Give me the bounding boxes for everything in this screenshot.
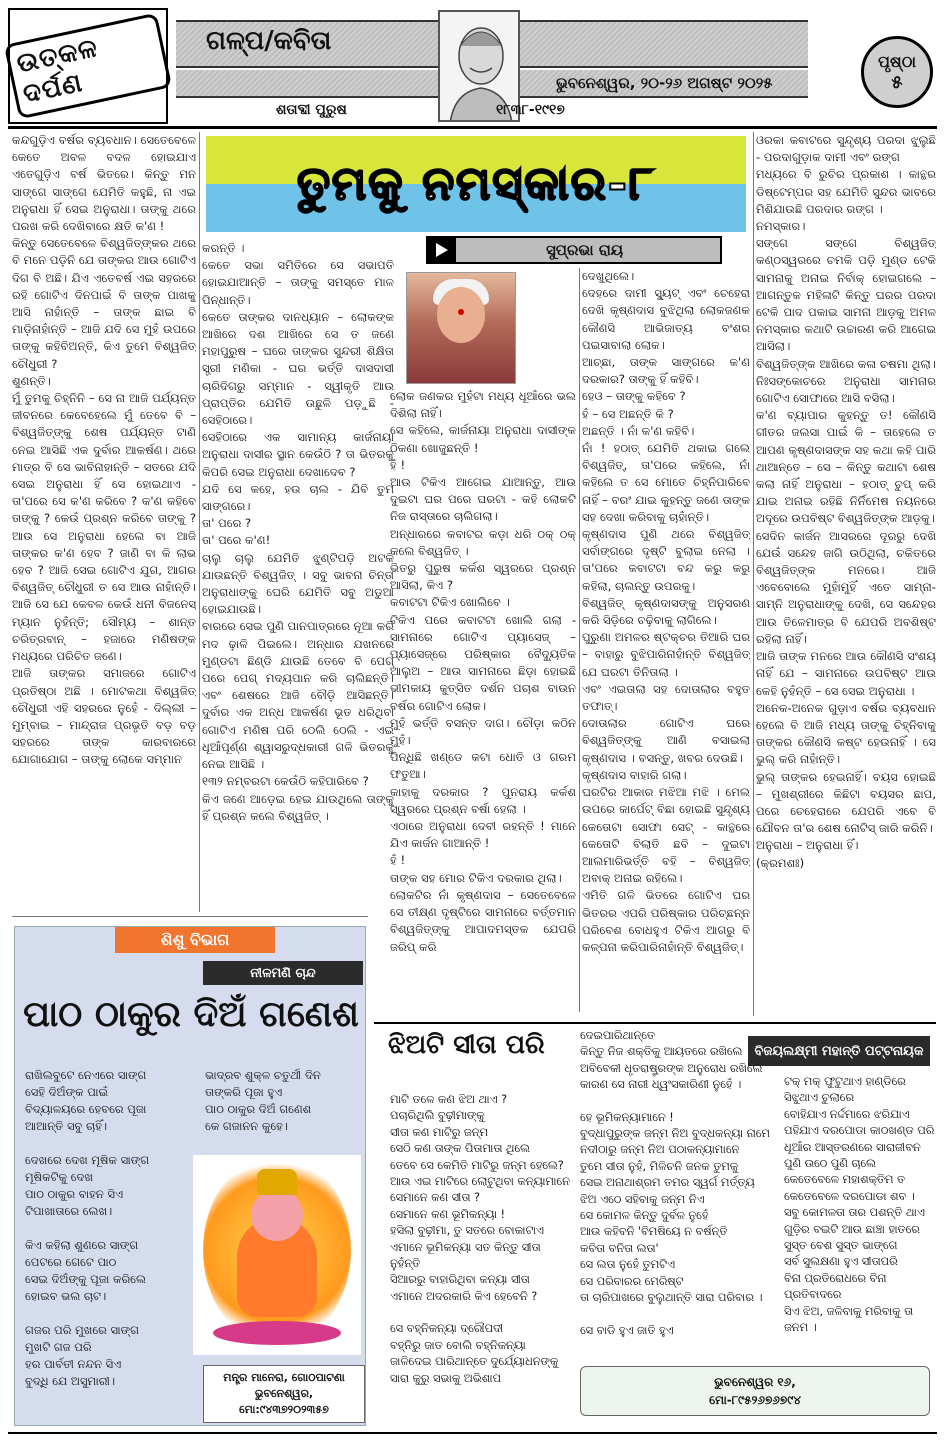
address-line: ମନ୍ତ୍ର ମାନେରା, ଗୋଠପାଟଣା xyxy=(223,1371,345,1384)
story-paragraph: କନ୍ଦଗୁଡ଼ିଏ ବର୍ଷର ବ୍ୟବଧାନ। ସେତେବେଳେ କେତେ ଅବଳ ବଦଳ ହୋଇଯାଏ ଏତେଗୁଡ଼ିଏ ବର୍ଷ ଭିତରେ। କିନ୍ତୁ ମନ ସାଙ୍ଗେ ସାଙ୍ଗେ ଯେମିତି କହୁଛି, ନା ଏଇ ଅନୁରାଧା ହିଁ ସେଇ ଅନୁରାଧା। ତାଙ୍କୁ ଥରେ ପରଖ କରି ଦେଖିବାରେ କ୍ଷତି କ'ଣ ! xyxy=(12,133,196,234)
kids-poem-right xyxy=(205,1067,365,1152)
poem-stanza: କିଏ କହିଲା ଶୁଣରେ ସାଙ୍ଗ ପେଟରେ ଗେଟେ ପାଠ ସେଇ ଦିଅଁଙ୍କୁ ପୂଜା କରିଲେ ହୋଇବ ଭଲ ଚାଟ। xyxy=(25,1238,146,1303)
story-paragraph: କେତେ ତାଙ୍କର ଦାନଧ୍ୟାନ – ଲୋକଙ୍କ ଆଖିରେ ଦଶ ଆଖିରେ ସେ ତ ଜଣେ ମହାପୁରୁଷ – ଘରେ ତାଙ୍କର ସୁନ୍ଦରୀ ଶିକ୍ଷିତା ସ୍ତ୍ରୀ ମଣିକା - ଘର ଭର୍ତ୍ତି ଦାସଦାସୀ ଚାରିଦିଗରୁ ସମ୍ମାନ - ସ୍ୱୀକୃତି ଆଉ ପ୍ରାପ୍ତିର ଯେମିତି ଉଛୁଳି ପଡ଼ୁଛି - ସେହିଠାରେ। xyxy=(202,309,394,428)
address-line: ଭୁବନେଶ୍ୱର, xyxy=(254,1387,314,1400)
story-paragraph: ଚାଲୁ ଚାଲୁ ଯେମିତି ଝୁଣ୍ଟିପଡ଼ି ଅଟକି ଯାଉଛନ୍ତି ବିଶ୍ୱଜିତ୍ । ସବୁ ଭାବନା ଚିନ୍ତା ଅନୁରାଧାଙ୍କୁ ଘେରି ଯେମିତି ସବୁ ଅଡୁଆ ହୋଇଯାଉଛି। xyxy=(202,550,394,617)
story-paragraph: ଭୁଲ୍ ତାଙ୍କର ହେଇନାହିଁ। ବୟସ ହୋଇଛି – ମୁଖଶ୍ରୀରେ କିଛିଟା ବୟସର ଛାପ, ପରେ ଚେହେରାରେ ଯେପରି ଏବେ ବି ଯୌବନ ତା'ର ଶେଷ ନୋଟିସ୍ ଜାରି କରିନି। xyxy=(756,769,936,836)
story-paragraph: କିନ୍ତୁ ସେତେବେଳେ ବିଶ୍ୱଜିତ୍‌ଙ୍କର ଥରେ ବି ମନେ ପଡ଼ିନି ଯେ ତାଙ୍କର ଆଉ ଗୋଟିଏ ଦିଗ ବି ଅଛି। ଯିଏ ଏତେବର୍ଷ ଏଇ ସହରରେ ରହି ଗୋଟିଏ ଦିନପାଇଁ ବି ତାଙ୍କ ପାଖକୁ ଆସି ନାହାଁନ୍ତି – ତାଙ୍କ ଛାଇ ବି ମାଡ଼ିନାହାଁନ୍ତି – ଆଜି ଯଦି ସେ ମୁହଁ ଉପରେ ତାଙ୍କୁ କହିବିଅନ୍ତି, କିଏ ତୁମେ ବିଶ୍ୱଜିତ୍ ଚୌଧୁରୀ ? xyxy=(12,236,196,371)
story-paragraph: ୧୩୨ ନମ୍ବରଟା କେଉଁଠି କହିପାରିବେ ? xyxy=(202,774,369,789)
poem2-column-3 xyxy=(784,1074,936,1364)
story-paragraph: ଶୁଣନ୍ତି। xyxy=(12,373,51,388)
kids-poem-title: ପାଠ ଠାକୁର ଦିଅଁ ଗଣେଶ xyxy=(23,993,359,1035)
page-label: ପୃଷ୍ଠା xyxy=(877,51,917,71)
story-paragraph: ଅନୁରାଧା – ଅନୁରାଧା ହିଁ। xyxy=(756,838,859,853)
story-paragraph: ଆଉ ଟିକିଏ ଆଗେଇ ଯାଆନ୍ତୁ, ଆଉ ଦୁଇଟା ଘର ପରେ ଘରଟା - କହି ଲୋକଟି ନିଜ ରାସ୍ତାରେ ଚାଲିଗଲା। xyxy=(390,475,576,524)
story-paragraph: ଅନେକ-ଅନେକ ଗୁଡ଼ାଏ ବର୍ଷର ବ୍ୟବଧାନ ହେଲେ ବି ଆଜି ମଧ୍ୟ ତାଙ୍କୁ ଚିହ୍ନିବାକୁ ତାଙ୍କର କୌଣସି କଷ୍ଟ ହେଉନାହିଁ । ସେ ଭୁଲ୍ କରି ନାହାଁନ୍ତି। xyxy=(756,700,936,767)
story-paragraph: ଓରକା କବାଟରେ ସୁନ୍ଦୃଶ୍ୟ ପରଦା ଝୁଲୁଛି - ପରଦାଗୁଡ଼ାକ ଦାମୀ ଏବଂ ରଙ୍ଗ xyxy=(756,133,936,165)
story-paragraph: ଦୋତାଲାର ଗୋଟିଏ ଘରେ ବିଶ୍ୱଜିତ୍‌ଙ୍କୁ ଆଣି ବସାଇଲା କୃଷ୍ଣଦାସ । ବସନ୍ତୁ, ଖବର ଦେଉଛି। xyxy=(582,716,750,765)
poem-stanza: ଟକ୍ ମକ୍ ଫୁଟୁଥାଏ ହାଣ୍ଡିରେ ସିଝୁଥାଏ ଚୁଲାରେ ବୋହିଯାଏ ନର୍ଦ୍ଦମାରେ ଝରିଯାଏ ପହିଯାଏ ଦରପୋଡା କାଠଖଣ୍ଡ ପରି ଧୂଆଁର ଆସ୍ତରଣରେ ସାରାଜୀବନ ପୁଣି ଉଠେ ପୁଣି ଚାଲେ କେତେବେଳେ ମହାଶକ୍ତିମ ତ କେତେବେଳେ ଦରପୋଡା ଶବ । ସବୁ କୋମଳତା ତାର ପଶନ୍ତି ଥାଏ ଗୁଡ଼ିର ବଇଟି ଆଉ ଛାଞ୍ଚା ହାତରେ ସୁସ୍ତ ବେଶ ସୁସ୍ତ ଭାଙ୍ଗେ ସର୍ବ ସୁଲକ୍ଷଣା ହୁଏ ସୀତାପରି ବିନା ପ୍ରତିରୋଧରେ ବିନା ପ୍ରତିବାଦରେ ସିଏ ଝିଅ, ଜଳିବାକୁ ମରିବାକୁ ତା ଜନମ । xyxy=(784,1075,935,1335)
centenary-years: ୧୮୩୮-୧୯୧୭ xyxy=(496,102,565,118)
story-paragraph: ଲୋକ ଜଣକର ମୁହଁଟା ମଧ୍ୟ ଧୂଆଁରେ ଭଲ ଦିଶିଲା ନାହିଁ। xyxy=(390,389,576,421)
issue-date: ଭୁବନେଶ୍ୱର, ୨୦-୨୬ ଅଗଷ୍ଟ ୨୦୨୫ xyxy=(556,74,773,92)
story-paragraph: ଅନ୍ଧାରରେ କବାଟର କଡ଼ା ଧରି ଠକ୍ ଠକ୍ କଲେ ବିଶ୍ୱଜିତ୍ । xyxy=(390,526,576,558)
story-paragraph: ଆଜି ତାଙ୍କ ମନରେ ଆଉ କୌଣସି ସଂଶୟ ନାହିଁ ଯେ – ସାମନାରେ ଉପବିଷ୍ଟ ଆଉ କେହି ନୁହଁନ୍ତି – ସେ ସେଇ ଅନୁରାଧା । xyxy=(756,649,936,698)
page-bottom-rule xyxy=(8,1432,937,1434)
story-paragraph: ଏବଂ ଏଇତାଲା ସହ ଦୋତାଲାର ବହୁତ ତଫାତ୍। xyxy=(582,681,750,714)
poem-stanza: ଦେଖରେ ଦେଖ ମୂଷିକ ସାଙ୍ଗ ମୂଷିକଟିକୁ ଦେଖ ପାଠ ଠାକୁର ବାହନ ସିଏ ଟିପାଖାତାରେ ଲେଖ। xyxy=(25,1153,150,1218)
story-paragraph: ଘରଟିର ଆକାର ମଝିଆ ମଝି । ମେଲ ଉପରେ କାର୍ପେଟ୍ ବିଛା ହୋଇଛି ସୁନ୍ଦୃଶ୍ୟ କେତୋଟା ସୋଫା ସେଟ୍ - କାନ୍ଥରେ କେତୋଟି ବିଲାତି ଛବି – ଦୁଇଟା ଆଲମାରିଭର୍ତ୍ତି ବହି – ବିଶ୍ୱଜିତ୍ ଅବାକ୍ ଅନାଇ ରହିଲେ। xyxy=(582,785,750,886)
story-paragraph: ଦେଖୁଥିଲେ। xyxy=(582,269,635,283)
newspaper-logo xyxy=(8,8,168,124)
logo-text: ଉତ୍କଳ ଦର୍ପଣ xyxy=(4,13,172,120)
story-paragraph: ପୁରୁଣା ଅମଳର ଷ୍ଟକ୍‌ଚର ତିଆରି ଘର – ବାହାରୁ ବୁଝିପାରିନାହାଁନ୍ତି ବିଶ୍ୱଜିତ୍ ଯେ ଘରଟା ତିନିତାଲା । xyxy=(582,630,750,679)
page-badge xyxy=(861,36,933,108)
children-section xyxy=(14,926,366,1426)
play-icon xyxy=(428,238,456,262)
story-column-3 xyxy=(390,388,576,994)
ganesha-image xyxy=(193,1155,361,1355)
story-paragraph: ବିଶ୍ୱଜିତ୍‌ଙ୍କ ଆଖିରେ କଳା ଚଷମା ଥିଲା। ନିଃସଙ୍କୋଚରେ ଅନୁରାଧା ସାମନାର ଗୋଟିଏ ସୋଫାରେ ଆସି ବସିଲା। xyxy=(756,356,936,406)
story-column-4 xyxy=(582,268,750,1012)
story-column-1 xyxy=(12,132,196,912)
story-paragraph: ଏମିତି ଗଳି ଭିତରେ ଗୋଟିଏ ଘର ଭିତରର ଏପରି ପରିଷ୍କାର ପରିଚ୍ଛନ୍ନ ପରିବେଶ ବୋଧହୁଏ ଟିକିଏ ଆଗରୁ ବି କଳ୍ପନା କରିପାରିନାହାଁନ୍ତି ବିଶ୍ୱଜିତ୍। xyxy=(582,888,750,954)
story-paragraph: ଅଛନ୍ତି । ନାଁ କ'ଣ କହିବି। xyxy=(582,423,695,438)
centenary-label: ଶତାବ୍ଦୀ ପୁରୁଷ xyxy=(276,102,347,118)
story-paragraph: ତା' ପରେ ? xyxy=(202,516,252,531)
masthead-rule xyxy=(8,126,937,129)
poem-stanza: ଦେଇପାରିଥାନ୍ତେ କିନ୍ତୁ ନିଜ ଶକ୍ତିକୁ ଆୟତରେ ରଖିଲେ ଅବିବେକୀ ଧୃତରାଷ୍ଟ୍ରଙ୍କ ଅନୁରୋଧ ରଖିଲେ କାରଣ ସେ ନାରୀ ଧ୍ୱଂସକାରିଣୀ ନୁହେଁ । xyxy=(580,1029,763,1092)
story-paragraph: ମୁଁ ତୁମକୁ ଚିହ୍ନିନି – ସେ ନା ଆଜି ପର୍ଯ୍ୟନ୍ତ ଜୀବନରେ କେବେହେଲେ ମୁଁ ତେବେ ବି – ବିଶ୍ୱଜିତ୍‌ଙ୍କୁ ଶେଷ ପର୍ଯ୍ୟନ୍ତ ଟାଣି ନେଇ ଆସିଛି ଏକ ଦୁର୍ବାର ଆକର୍ଷଣ। ଥରେ ମାତ୍ର ବି ସେ ଭାବିନାହାନ୍ତି – ସତରେ ଯଦି ସେଇ ଅନୁରାଧା ହିଁ ସେ ହୋଇଥାଏ - ତା'ପରେ ସେ କ'ଣ କରିବେ ? କ'ଣ କହିବେ ତାଙ୍କୁ ? କେଉଁ ପ୍ରଶ୍ନ କରିବେ ତାଙ୍କୁ ? ଆଉ ସେ ଅନୁରାଧା ହେଲେ ବା ଆଜି ତାଙ୍କର କ'ଣ ହେବ ? ଜାଣି ବା କି ଲାଭ ହେବ ? ଆଜି ସେଇ ଗୋଟିଏ ଯୁଗ, ଆଗର ବିଶ୍ୱଜିତ୍ ଚୌଧୁରୀ ତ ସେ ଆଉ ନାହାଁନ୍ତି। ଆଜି ସେ ଯେ କେବଳ କେଉଁ ଧନୀ ବିଜନେସ୍ ମ୍ୟାନ ନୁହଁନ୍ତି; ସୌମ୍ୟ – ଶାନ୍ତ ଚରିତ୍ରବାନ୍ – ହଜାରେ ମଣିଷଙ୍କ ମଧ୍ୟରେ ପରିଚିତ ଜଣେ। xyxy=(12,391,196,664)
story-author-bar xyxy=(426,236,722,264)
story-paragraph: କେତେ ସଭା ସମିତିରେ ସେ ସଭାପତି ହୋଇଯାଆନ୍ତି – ତାଙ୍କୁ ସମସ୍ତେ ମାଳ ପିନ୍ଧାନ୍ତି। xyxy=(202,258,394,307)
story-paragraph: ହେଓ – ତାଙ୍କୁ କହିବେ ? xyxy=(582,389,686,404)
section-title: ଗଳ୍ପ/କବିତା xyxy=(206,26,332,56)
poem-stanza: ହେ ଭୂମିକନ୍ୟାମାନେ ! ବୁଦ୍ଧାପୁରୁଙ୍କ ଜନ୍ମ ନିଅ ବୁଦ୍ଧକନ୍ୟା ନାମେ ନଦୀଠାରୁ ଜନ୍ମ ନିଅ ପଠାକନ୍ୟାମାନେ ତୁମେ ସୀତା ନୁହଁ, ମିଳିଚନି ଜନକ ତୁମକୁ ସେଇ ଅନାଥାଶ୍ରମ ତମର ସ୍ୱର୍ଗ ମର୍ତ୍ତ୍ୟ ଝିଅ ଏଠେ ସହିବାକୁ ଜନ୍ମ ନିଏ ସେ କୋମଳ କିନ୍ତୁ ଦୁର୍ବଳ ନୁହେଁ ଆଉ କହିବନି 'ବିମଷିୟେ ନ ବର୍ଷନ୍ତି କବିତା ବନିତା ଲତା' ସେ ଲତା ନୁହେଁ ତୁମଟିଏ ସେ ପରିବାରର ମେରିଷ୍ଟ ତା ଚାରିପାଖରେ ବୁଲୁଥାନ୍ତି ସାରା ପରିବାର । xyxy=(580,1110,770,1305)
story-paragraph: କାହାକୁ ଦରକାର ? ପୁନରାୟ କର୍କଶ ସ୍ୱରରେ ପ୍ରଶ୍ନ ବର୍ଷା ହେଲା । xyxy=(390,784,576,816)
continued-note: (କ୍ରମଶଃ) xyxy=(756,855,805,870)
story-paragraph: କରନ୍ତି । xyxy=(202,241,245,255)
children-section-tag: ଶିଶୁ ବିଭାଗ xyxy=(115,927,275,953)
story-paragraph: ହଁ – ସେ ଅଛନ୍ତି କି ? xyxy=(582,406,674,421)
story-title-banner xyxy=(206,136,746,232)
story-column-2 xyxy=(202,240,394,912)
story-paragraph: କିଏ ଜଣେ ଆଡ଼େଇ ହେଇ ଯାଉଥିଲେ ତାଙ୍କୁ ହିଁ ପ୍ରଶ୍ନ କଲେ ବିଶ୍ୱଜିତ୍ । xyxy=(202,791,394,823)
story-paragraph: ଆଜି ତାଙ୍କର ସମାଜରେ ଗୋଟିଏ ପ୍ରତିଷ୍ଠା ଅଛି । ମୋଟକଥା ବିଶ୍ୱଜିତ୍ ଚୌଧୁରୀ ଏହି ସହରରେ ନୁହେଁ - ଦିଲ୍ଲୀ – ମୁମ୍ବାଇ – ମାନ୍ଦ୍ରାଜ ପ୍ରଭୃତି ବଡ଼ ବଡ଼ ସହରରେ ତାଙ୍କ କାରବାରରେ ଯୋଗାଯୋଗ – ତାଙ୍କୁ ଲୋକେ ସମ୍ମାନ xyxy=(12,666,196,767)
poem-divider xyxy=(374,1022,936,1024)
story-title: ତୁମକୁ ନମସ୍କାର-୮ xyxy=(297,156,655,210)
story-paragraph: ହଁ ! xyxy=(390,457,406,472)
story-paragraph: ବିଶ୍ୱଜିତ୍ କୃଷ୍ଣଦାସଙ୍କୁ ଅନୁସରଣ କରି ସିଡ଼ିରେ ଚଢ଼ିବାକୁ ଲାଗିଲେ। xyxy=(582,595,750,628)
story-paragraph: ଦେହରେ ଦାମୀ ସ୍ୟୁଟ୍ ଏବଂ ଚେହେରା ଦେଖି କୃଷ୍ଣଦାସ ବୁଝିଥିଲା ଲୋକଜଣକ କୌଣସି ଆଭିଜାତ୍ୟ ବଂଶର ପଇସାବାଲା ଲୋକ। xyxy=(582,286,750,352)
author-photo xyxy=(406,272,516,384)
page-number: ୫ xyxy=(891,71,903,93)
story-author: ସୁପ୍ରଭା ରାୟ xyxy=(546,241,624,259)
story-paragraph: ସେଦିନ କାର୍ଜନ ଆସରରେ ଦୂରରୁ ଦେଖି ଯେଉଁ ସନ୍ଦେହ ଜାଗି ଉଠିଥିଲା, ଚକିତରେ ବିଶ୍ୱଜିତ୍‌ଙ୍କ ମନରେ। ଆଜି ଏବେବୋଲେ ମୁହାଁମୁହିଁ ଏତେ ସାମ୍‌ନା-ସାମ୍‌ନି ଅନୁରାଧାଙ୍କୁ ଦେଖି, ସେ ସନ୍ଦେହର ଆଉ ତିଳେମାତ୍ର ବି ଯେପରି ଅବଶିଷ୍ଟ ରହିଲା ନାହିଁ। xyxy=(756,528,936,646)
story-paragraph: ଲୋକଟିର ନାଁ କୃଷ୍ଣଦାସ – ସେତେବେଳେ ସେ ତୀକ୍ଷ୍ଣ ଦୃଷ୍ଟିରେ ସାମନାରେ ବର୍ତ୍ତମାନ ବିଶ୍ୱଜିତ୍‌ଙ୍କୁ ଆପାଦମସ୍ତକ ଯେପରି ଜରିପ୍ କରି xyxy=(390,887,576,954)
story-paragraph: ନାଁ ! ହଠାତ୍ ଯେମିତି ଥକାଇ ଗଲେ ବିଶ୍ୱଜିତ୍, ତା'ପରେ କହିଲେ, ନାଁ କହିଲେ ତ ସେ ମୋତେ ଚିହ୍ନିପାରିବେ ନାହିଁ – ବରଂ ଯାଇ କୁହନ୍ତୁ ଜଣେ ତାଙ୍କ ସହ ଦେଖା କରିବାକୁ ଚାହାଁନ୍ତି। xyxy=(582,441,750,524)
story-paragraph: ବାରରେ ସେଇ ପୁଣି ପାନପାତ୍ରରେ ନୂଆ କରି ମଦ ଢ଼ାଳି ପିଇଲେ। ଅନ୍ଧାର ଯଖନରେ ମୁଣ୍ଡଟା ଛିଣ୍ଡି ଯାଉଛି ତେବେ ବି ପେଗ୍ ପରେ ପେଗ୍ ମଦ୍ୟପାନ କରି ଚାଲିଛନ୍ତି। ଏବଂ ଶେଷରେ ଆଜି ବୌଡ଼ି ଆସିଛନ୍ତି। ଦୁର୍ବାର ଏକ ଅନ୍ଧ ଆକର୍ଷଣ ଭୂତ ଧରିଥିବା ଗୋଟିଏ ମଣିଷ ପରି ଠେଲି ଠେଲି - ଏଇ ଧୂଆଁପୂର୍ଣ୍ଣ ଶ୍ୱାସରୁଦ୍ଧକାରୀ ଗଳି ଭିତରକୁ ନେଇ ଆସିଛି । xyxy=(202,619,394,772)
story-paragraph: କବାଟଟା ଟିକିଏ ଖୋଲିବେ । xyxy=(390,595,510,610)
kids-poem-author: ନୀଳମଣି ଚାନ୍ଦ xyxy=(203,961,363,985)
poem-stanza: ସେ ବହ୍ନିକନ୍ୟା ଦ୍ରୌପଦୀ ବହ୍ନିରୁ ଜାତ ବୋଲି ବହ୍ନିକନ୍ୟା ଜାଳିଦେଇ ପାରିଥାନ୍ତେ ଦୁର୍ଯ୍ୟୋଧନଙ୍କୁ ସାରା କୁରୁ ସଭାକୁ ଅଭିଶାପ xyxy=(390,1322,559,1385)
story-paragraph: ମୁହଁ ଭର୍ତ୍ତି ବସନ୍ତ ଦାଗ। ଚୌଡ଼ା କଠିନ ମୁହଁ। xyxy=(390,715,576,748)
poem-stanza: ଗଜର ପରି ମୁଖରେ ସାଙ୍ଗ ମୁଖଟି ଗଜ ପରି ହର ପାର୍ବତୀ ନନ୍ଦନ ସିଏ ବୁଦ୍ଧି ଯେ ଅସୁମାରୀ। xyxy=(25,1323,139,1388)
poem2-author-address xyxy=(580,1366,930,1416)
kids-poem-left xyxy=(25,1067,205,1407)
story-paragraph: ମଧ୍ୟରେ ବି ରୁଚିର ପ୍ରକାଶ । କାନ୍ଥର ଡିଷ୍ଟେମ୍ପର ସହ ଯେମିତି ସୁନ୍ଦର ଭାବରେ ମିଶିଯାଉଛି ପରଦାର ରଙ୍ଗ । xyxy=(756,167,936,216)
story-paragraph: ଭିତରୁ ପୁରୁଷ କର୍କଶ ସ୍ୱରରେ ପ୍ରଶ୍ନ ଆସିଲା, କିଏ ? xyxy=(390,561,576,593)
poem-stanza: ରାଖିଲବୁଟେ ନେଏରେ ସାଙ୍ଗ ସେହି ଦିଅଁଙ୍କ ପାଇଁ ବିଦ୍ୟାଳୟରେ ହେବରେ ପୂଜା ଆଆନ୍ତି ସବୁ ଚାହିଁ। xyxy=(25,1068,147,1133)
story-paragraph: କ'ଣ ବ୍ୟାପାର କୁହନ୍ତୁ ତ! କୌଣସି ଗୀତର ଜଲସା ପାଇଁ କି – ତାହେଲେ ତ ଆପଣ କୃଷ୍ଣଦାସଙ୍କ ସହ କଥା କହି ପାରି ଥାଆନ୍ତେ – ସେ – କିନ୍ତୁ କଥାଟା ଶେଷ କଲା ନାହିଁ ଅନୁରାଧା – ହଠାତ୍ ଚୁପ୍ କରି ଯାଇ ଅନାଇ ରହିଛି ନିର୍ନିମେଷ ନୟନରେ ଅଦୂରେ ଉପବିଷ୍ଟ ବିଶ୍ୱଜିତ୍‌ଙ୍କ ଆଡ଼କୁ। xyxy=(756,408,936,526)
story-column-5 xyxy=(756,132,936,1016)
poem2-column-1 xyxy=(390,1092,574,1428)
poem-stanza: ଭାଦ୍ରବ ଶୁକ୍ଳ ଚତୁର୍ଥୀ ଦିନ ତାଙ୍କରି ପୂଜା ହୁଏ ପାଠ ଠାକୁର ଦିଅଁ ଗଣେଶ କେ ଗଜାନନ କୁହେ। xyxy=(205,1068,321,1133)
story-paragraph: ଏଠାରେ ଅନୁରାଧା ଦେବୀ ରହନ୍ତି ! ମାନେ ଯିଏ କାର୍ଜନ ଗାଆନ୍ତି ! xyxy=(390,819,576,851)
poem-stanza: ମାଟି ତଳେ କଣ ଝିଅ ଥାଏ ? ପଚାରିଥିଲି ବୁଢ଼ୀମାଙ୍କୁ ସୀତା କଣ ମାଟିରୁ ଜନ୍ମ ସେଠି କଣ ତାଙ୍କ ପିତାମାତା ଥିଲେ ତେବେ ସେ କେମିତି ମାଟିରୁ ଜନ୍ମ ହେଲେ? ଆଉ ଏଇ ମାଟିରେ ଲୋଟୁଥିବା କନ୍ୟାମାନେ ସେମାନେ କଣ ସୀତା ? ସେମାନେ କଣ ଭୂମିକନ୍ୟା ! ହସିଲା ବୁଢ଼ୀମା, ତୁ ସତରେ ବୋକାଟାଏ ଏମାନେ ଭୂମିକନ୍ୟା ସତ କିନ୍ତୁ ସୀତା ନୁହଁନ୍ତି ସିଆରରୁ ବାହାରିଥିବା କନ୍ୟା ସୀତା ଏମାନେ ଅଦରକାରି କିଏ ହେବେନି ? xyxy=(390,1093,570,1303)
story-paragraph: ଟିକିଏ ପରେ କବାଟଟା ଖୋଲି ଗଲା - ସାମନାରେ ଗୋଟିଏ ପ୍ୟାସେଜ୍ – ପ୍ୟାସେଜ୍‌ରେ ପରିଷ୍କାର ବୈଦ୍ୟୁତିକ ଆଲୁଅ – ଆଉ ସାମନାରେ ଛିଡ଼ା ହୋଇଛି ଭୀମକାୟ କୁତ୍ସିତ ଦର୍ଶନ ପଚାଶ ବାଉନ ବର୍ଷର ଗୋଟିଏ ଲୋକ। xyxy=(390,612,576,713)
address-line: ମୋ-୮୯୫୨୬୭୬୭୯୪ xyxy=(709,1393,801,1407)
story-paragraph: ସେ କହିଲେ, କାର୍ଜନାୟା ଅନୁରାଧା ଦାସୀଙ୍କ ଠିକଣା ଖୋଜୁଛନ୍ତି ! xyxy=(390,423,576,455)
kids-author-address xyxy=(203,1365,365,1423)
story-paragraph: ତା' ପରେ କ'ଣ! xyxy=(202,533,271,548)
story-paragraph: ତାଙ୍କ ସହ ମୋର ଟିକିଏ ଦରକାର ଥିଲା। xyxy=(390,870,562,885)
story-paragraph: କୃଷ୍ଣଦାସ ବାହାରି ଗଲା। xyxy=(582,767,687,782)
story-paragraph: କୃଷ୍ଣଦାସ ପୁଣି ଥରେ ବିଶ୍ୱଜିତ୍ ସର୍ବାଙ୍ଗରେ ଦୃଷ୍ଟି ବୁଲାଇ ନେଲା । ତା'ପରେ କବାଟଟା ବନ୍ଦ କରୁ କରୁ କହିଲା, ଚାଲନ୍ତୁ ଉପରକୁ। xyxy=(582,527,750,593)
story-paragraph: ଆଚ୍ଛା, ତାଙ୍କ ସାଙ୍ଗରେ କ'ଣ ଦରକାର? ତାଙ୍କୁ ହିଁ କହିବି। xyxy=(582,355,750,387)
masthead xyxy=(8,8,937,126)
address-line: ମୋ:୯୪୩୭୨୦୨୩୫୭ xyxy=(239,1403,329,1416)
story-paragraph: ସେହିଠାରେ ଏକ ସାମାନ୍ୟ କାର୍ଜନାୟା ଅନୁରାଧା ଦାସୀର ସ୍ଥାନ କେଉଁଠି ? ତା ଭିତରକୁ କିପରି ସେଇ ଅନୁରାଧା ଦେଖାଦେବ ? xyxy=(202,430,394,479)
poem-stanza: ସେ ବାଡି ହୁଏ ଜାତି ହୁଏ xyxy=(580,1323,674,1337)
story-paragraph: ଯଦି ସେ କହେ, ହଉ ଚାଲ - ଯିବି ତୁମ ସାଙ୍ଗରେ। xyxy=(202,481,394,514)
poem2-title: ଝିଅଟି ସୀତା ପରି xyxy=(388,1030,545,1060)
story-paragraph: ସଙ୍ଗେ ସଙ୍ଗେ ବିଶ୍ୱଜିତ୍ କଣ୍ଠସ୍ୱରରେ ଚମକି ପଡ଼ି ମୁଣ୍ଡ ଟେକି ସାମନାକୁ ଅନାଇ ନିର୍ବାକ୍ ହୋଇଗଲେ – ଆଗନ୍ତୁକ ମହିଳାଟି କିନ୍ତୁ ଘରର ପରଦା ଟେକି ପାଦ ପକାଇ ସାମନା ଆଡ଼କୁ ଅମଳ ନମସ୍କାର କଥାଟି ଉଚ୍ଚାରଣ କରି ଆଗେଇ ଆସିଲା। xyxy=(756,236,936,354)
story-paragraph: ପିନ୍ଧିଛି ଖଣ୍ଡେ କଟା ଧୋତି ଓ ଗରମ ଫତୁଆ। xyxy=(390,750,576,782)
address-line: ଭୁବନେଶ୍ୱର ୧୬, xyxy=(714,1375,796,1389)
poem2-author: ବିଜୟଲକ୍ଷ୍ମୀ ମହାନ୍ତି ପଟ୍ଟନାୟକ xyxy=(748,1036,930,1066)
story-paragraph: ନମସ୍କାର। xyxy=(756,219,806,234)
poem2-column-2 xyxy=(580,1028,776,1364)
story-paragraph: ହଁ ! xyxy=(390,853,406,868)
